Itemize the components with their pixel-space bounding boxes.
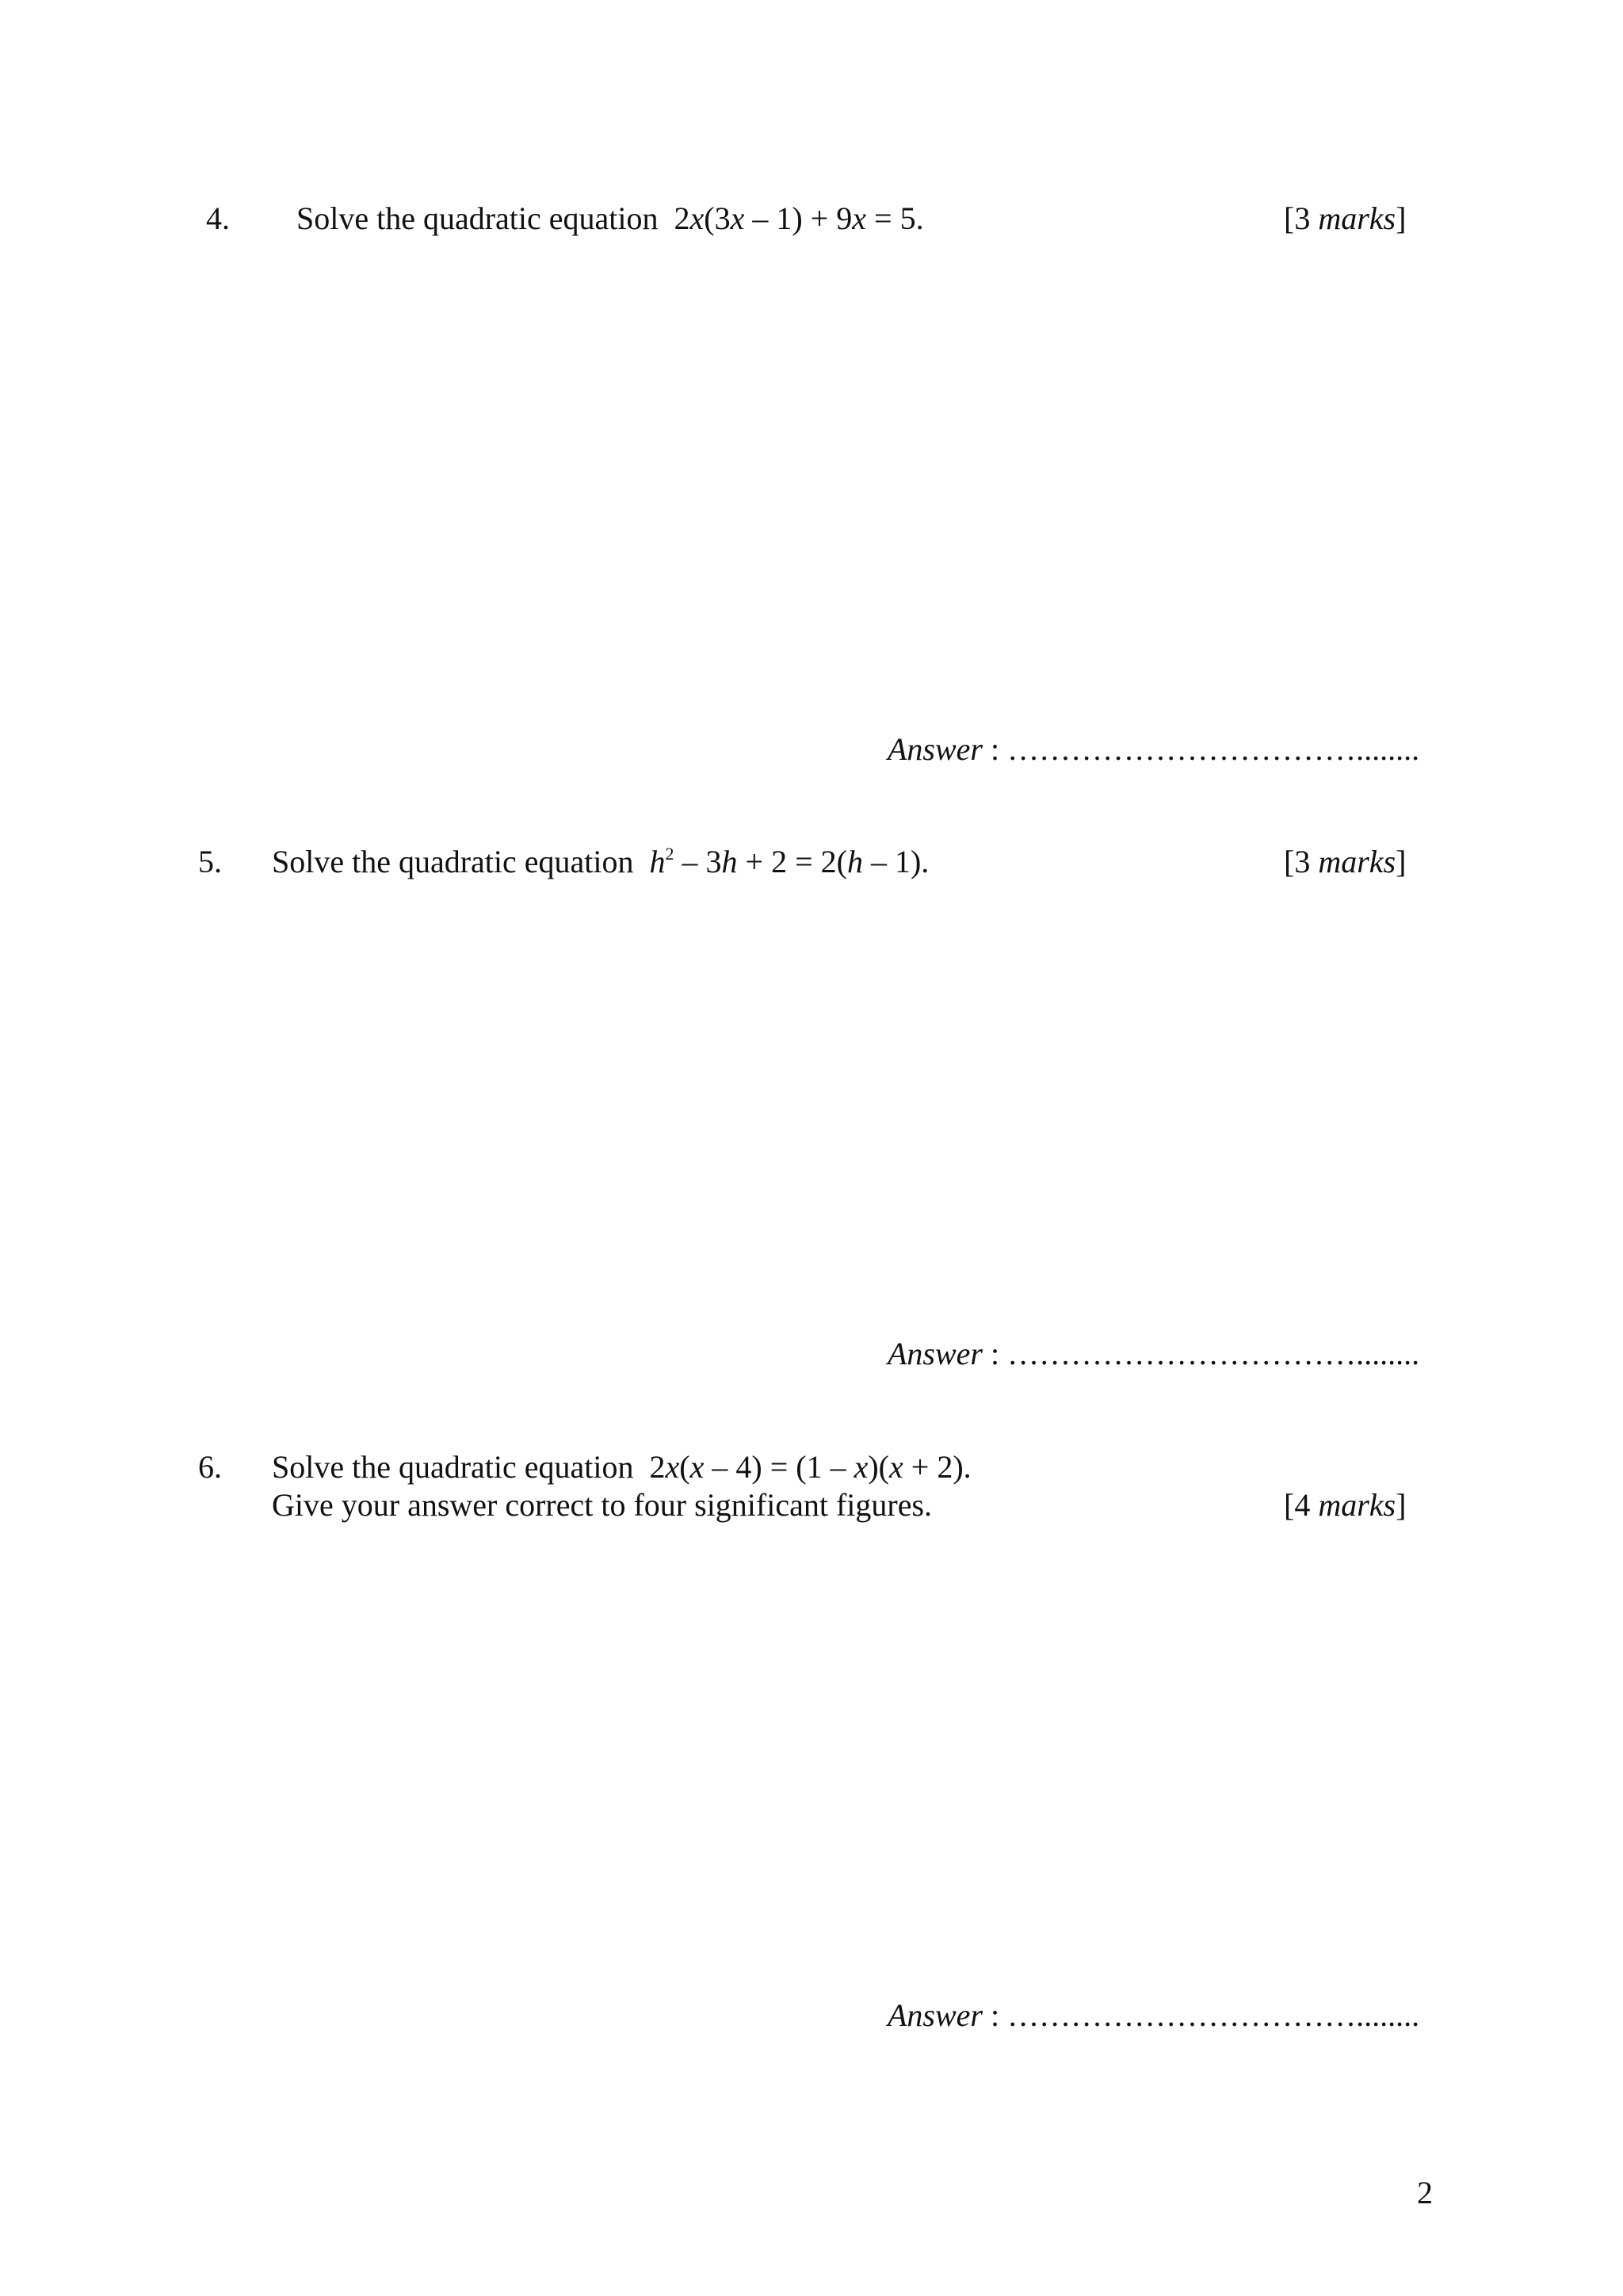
question-6-answer[interactable]: Answer : ……………………………........ <box>888 1997 1420 2033</box>
question-4-answer[interactable]: Answer : ……………………………........ <box>888 731 1420 767</box>
question-4-equation: 2x(3x – 1) + 9x = 5. <box>674 200 924 236</box>
question-5-number: 5. <box>198 844 222 879</box>
question-4-prompt: Solve the quadratic equation <box>296 200 659 236</box>
page-number: 2 <box>1417 2175 1433 2210</box>
question-5-answer[interactable]: Answer : ……………………………........ <box>888 1336 1420 1371</box>
question-4-number: 4. <box>206 200 230 236</box>
question-6-equation: 2x(x – 4) = (1 – x)(x + 2). <box>649 1449 972 1485</box>
question-5-prompt: Solve the quadratic equation <box>272 844 634 879</box>
question-6-prompt: Solve the quadratic equation <box>272 1449 634 1485</box>
question-6-text <box>272 1448 972 1486</box>
question-4-text <box>296 200 924 238</box>
question-5-equation: $h^2 - 3h + 2 = 2(h - 1)$. <box>649 844 930 879</box>
answer-label: Answer <box>888 1336 983 1371</box>
question-5-text <box>272 843 929 881</box>
question-4-marks: [3 marks] <box>1284 200 1407 236</box>
answer-label: Answer <box>888 1997 983 2033</box>
question-6-number: 6. <box>198 1449 222 1485</box>
question-6-instruction: Give your answer correct to four significant figures. <box>272 1487 933 1523</box>
question-5-marks: [3 marks] <box>1284 844 1407 879</box>
answer-line[interactable]: ……………………………........ <box>1007 1336 1420 1371</box>
question-6-marks: [4 marks] <box>1284 1487 1407 1523</box>
answer-label: Answer <box>888 731 983 767</box>
answer-line[interactable]: ……………………………........ <box>1007 1997 1420 2033</box>
answer-line[interactable]: ……………………………........ <box>1007 731 1420 767</box>
